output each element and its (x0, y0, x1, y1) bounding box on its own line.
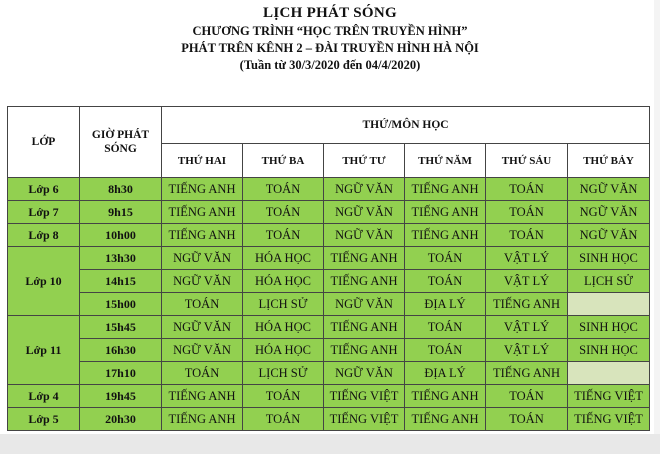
schedule-body (8, 178, 650, 431)
time-cell: 10h00 (80, 224, 162, 247)
subject-cell: NGỮ VĂN (324, 362, 405, 385)
day-subject-group-header: THỨ/MÔN HỌC (162, 107, 650, 144)
table-row (8, 385, 650, 408)
grade-cell: Lớp 6 (8, 178, 80, 201)
subject-cell: VẬT LÝ (486, 247, 568, 270)
subject-cell: VẬT LÝ (486, 316, 568, 339)
grade-cell: Lớp 4 (8, 385, 80, 408)
subject-cell: TOÁN (243, 178, 324, 201)
subject-cell: TOÁN (243, 224, 324, 247)
subject-cell: NGỮ VĂN (568, 178, 650, 201)
subject-cell: HÓA HỌC (243, 270, 324, 293)
subject-cell: TOÁN (486, 385, 568, 408)
table-row (8, 178, 650, 201)
subject-cell: TIẾNG ANH (405, 385, 486, 408)
subject-cell: LỊCH SỬ (568, 270, 650, 293)
header-row-top (8, 107, 650, 144)
subject-cell: TOÁN (486, 408, 568, 431)
subject-cell: LỊCH SỬ (243, 293, 324, 316)
subject-cell: NGỮ VĂN (162, 247, 243, 270)
page-edge (654, 0, 660, 434)
time-cell: 17h10 (80, 362, 162, 385)
subject-cell: TOÁN (486, 201, 568, 224)
subject-cell: TIẾNG ANH (486, 362, 568, 385)
week-range: (Tuần từ 30/3/2020 đến 04/4/2020) (239, 58, 421, 72)
subject-cell: ĐỊA LÝ (405, 293, 486, 316)
subject-cell: TOÁN (243, 201, 324, 224)
subject-cell: VẬT LÝ (486, 270, 568, 293)
subject-cell: TIẾNG VIỆT (324, 385, 405, 408)
program-name: CHƯƠNG TRÌNH “HỌC TRÊN TRUYỀN HÌNH” (192, 24, 468, 38)
subject-cell: TIẾNG ANH (405, 201, 486, 224)
subject-cell: TOÁN (243, 385, 324, 408)
subject-cell: SINH HỌC (568, 247, 650, 270)
grade-cell: Lớp 7 (8, 201, 80, 224)
subject-cell: LỊCH SỬ (243, 362, 324, 385)
time-cell: 15h00 (80, 293, 162, 316)
subject-cell: TIẾNG ANH (405, 224, 486, 247)
day-header-5: THỨ SÁU (486, 144, 568, 178)
subject-cell: TIẾNG VIỆT (568, 385, 650, 408)
subject-cell: SINH HỌC (568, 339, 650, 362)
subject-cell: TIẾNG ANH (162, 385, 243, 408)
subject-cell: TIẾNG ANH (486, 293, 568, 316)
subject-cell: NGỮ VĂN (162, 270, 243, 293)
subject-cell: NGỮ VĂN (568, 201, 650, 224)
subject-cell: TOÁN (486, 224, 568, 247)
time-column-label: GIỜ PHÁT SÓNG (91, 129, 150, 155)
time-cell: 16h30 (80, 339, 162, 362)
subject-cell: TIẾNG ANH (324, 316, 405, 339)
subject-cell: TOÁN (405, 316, 486, 339)
subject-cell: TOÁN (405, 247, 486, 270)
subject-cell: TIẾNG ANH (162, 408, 243, 431)
subject-cell: HÓA HỌC (243, 339, 324, 362)
day-header-4: THỨ NĂM (405, 144, 486, 178)
subject-cell: VẬT LÝ (486, 339, 568, 362)
subject-cell: HÓA HỌC (243, 247, 324, 270)
day-header-1: THỨ HAI (162, 144, 243, 178)
subject-cell: TIẾNG VIỆT (568, 408, 650, 431)
channel-info: PHÁT TRÊN KÊNH 2 – ĐÀI TRUYỀN HÌNH HÀ NỘI (181, 41, 479, 55)
subject-cell: TIẾNG ANH (324, 270, 405, 293)
broadcast-schedule-table (7, 106, 650, 431)
subject-cell: NGỮ VĂN (324, 178, 405, 201)
subject-cell: NGỮ VĂN (568, 224, 650, 247)
subject-cell: NGỮ VĂN (324, 201, 405, 224)
time-cell: 9h15 (80, 201, 162, 224)
empty-cell (568, 293, 650, 316)
grade-cell: Lớp 10 (8, 247, 80, 316)
subject-cell: TIẾNG ANH (162, 178, 243, 201)
time-column-header (80, 107, 162, 178)
empty-cell (568, 362, 650, 385)
day-header-6: THỨ BẢY (568, 144, 650, 178)
table-row (8, 224, 650, 247)
table-row (8, 201, 650, 224)
time-cell: 13h30 (80, 247, 162, 270)
subject-cell: NGỮ VĂN (162, 339, 243, 362)
subject-cell: TIẾNG ANH (405, 178, 486, 201)
time-cell: 8h30 (80, 178, 162, 201)
time-cell: 19h45 (80, 385, 162, 408)
subject-cell: TIẾNG ANH (405, 408, 486, 431)
subject-cell: SINH HỌC (568, 316, 650, 339)
subject-cell: HÓA HỌC (243, 316, 324, 339)
time-cell: 14h15 (80, 270, 162, 293)
subject-cell: ĐỊA LÝ (405, 362, 486, 385)
time-cell: 20h30 (80, 408, 162, 431)
subject-cell: TOÁN (243, 408, 324, 431)
subject-cell: TOÁN (486, 178, 568, 201)
subject-cell: TOÁN (162, 293, 243, 316)
table-row (8, 362, 650, 385)
subject-cell: NGỮ VĂN (324, 293, 405, 316)
page-title: LỊCH PHÁT SÓNG (263, 5, 397, 21)
table-row (8, 293, 650, 316)
document-header (0, 4, 660, 74)
grade-cell: Lớp 11 (8, 316, 80, 385)
subject-cell: TIẾNG ANH (162, 224, 243, 247)
time-cell: 15h45 (80, 316, 162, 339)
table-row (8, 316, 650, 339)
subject-cell: TOÁN (162, 362, 243, 385)
day-header-2: THỨ BA (243, 144, 324, 178)
table-row (8, 270, 650, 293)
subject-cell: TIẾNG ANH (324, 339, 405, 362)
subject-cell: TIẾNG ANH (162, 201, 243, 224)
subject-cell: TOÁN (405, 270, 486, 293)
subject-cell: NGỮ VĂN (162, 316, 243, 339)
table-row (8, 339, 650, 362)
subject-cell: NGỮ VĂN (324, 224, 405, 247)
grade-cell: Lớp 8 (8, 224, 80, 247)
subject-cell: TIẾNG VIỆT (324, 408, 405, 431)
day-header-3: THỨ TƯ (324, 144, 405, 178)
subject-cell: TIẾNG ANH (324, 247, 405, 270)
grade-column-header: LỚP (8, 107, 80, 178)
grade-cell: Lớp 5 (8, 408, 80, 431)
table-row (8, 408, 650, 431)
subject-cell: TOÁN (405, 339, 486, 362)
table-row (8, 247, 650, 270)
bottom-strip (0, 434, 660, 454)
